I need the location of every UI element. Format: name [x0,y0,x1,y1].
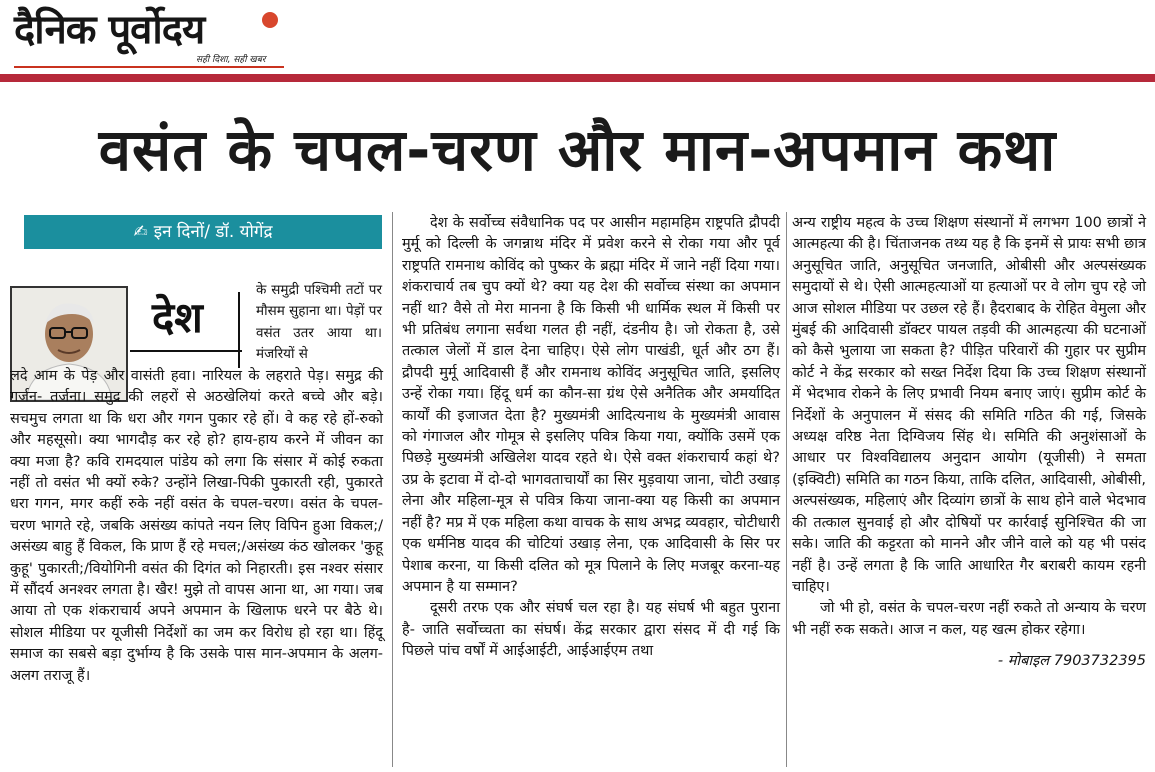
column-3-paragraph-1: अन्य राष्ट्रीय महत्व के उच्च शिक्षण संस्थानों में लगभग 100 छात्रों ने आत्महत्या की है। चिंताजनक तथ्य यह है कि इनमें से प्रायः सभी छात्र अनुसूचित जाति, अनुसूचित जनजाति, ओबीसी और अल्पसंख्यक समुदायों से थे। ऐसी आत्महत्याओं या हत्याओं पर वे लोग चुप रहे जो आज सोशल मीडिया पर उछल रहे हैं। हैदराबाद के रोहित वेमुला और मुंबई की आदिवासी डॉक्टर पायल तड़वी की आत्महत्या की घटनाओं को कैसे भुलाया जा सकता है? पीड़ित परिवारों की गुहार पर सुप्रीम कोर्ट ने केंद्र सरकार को सख्त निर्देश दिया कि उच्च शिक्षण संस्थानों में भेदभाव रोकने के लिए प्रभावी नियम बनाए जाएं। सुप्रीम कोर्ट के निर्देशों के अनुपालन में संसद की समिति गठित की गई, जिसके अध्यक्ष वरिष्ठ नेता दिग्विजय सिंह थे। समिति की अनुशंसाओं के आधार पर विश्वविद्यालय अनुदान आयोग (यूजीसी) ने समता (इक्विटी) समिति का गठन किया, ताकि दलित, आदिवासी, ओबीसी, अल्पसंख्यक, महिलाएं और दिव्यांग छात्रों के साथ होने वाले भेदभाव की तत्काल सुनवाई हो और दोषियों पर कार्रवाई सुनिश्चित की जा सके। जाति की कट्टरता को मानने और जीने वाले को यह भी पसंद नहीं है। उन्हें लगता है कि जाति आधारित गैर बराबरी कायम रहनी चाहिए। [792,215,1146,595]
intro-text-block [256,280,382,366]
column-divider-2 [786,212,787,767]
pen-icon: ✍ [133,222,148,242]
drop-rule-horizontal [130,350,242,352]
article-headline: वसंत के चपल-चरण और मान-अपमान कथा [98,116,1057,184]
column-divider-1 [392,212,393,767]
column-1-paragraph: लदे आम के पेड़ और वासंती हवा। नारियल के लहराते पेड़। समुद्र की गर्जन- तर्जना। समुद्र की लहरों से अठखेलियां करते बच्चे और बड़े। सचमुच लगता था कि धरा और गगन पुकार रहे हों। वे कह रहे हों-रुको और महसूसो। क्या भागदौड़ कर रहे हो? हाय-हाय करने में जीवन का क्या मजा है? कवि रामदयाल पांडेय को लगा कि संसार में कोई रुकता नहीं तो वसंत भी क्यों रुके? उन्होंने लिखा-पिकी पुकारती रही, पुकारते धरा गगन, मगर कहीं रुके नहीं वसंत के चपल-चरण। वसंत के चपल-चरण भागते रहे, जबकि असंख्य कांपते नयन लिए विपिन हुआ विकल;/असंख्य बाहु हैं विकल, कि प्राण हैं रहे मचल;/असंख्य कंठ खोलकर 'कुहू कुहू' पुकारती;/वियोगिनी वसंत की दिगंत को निहारती। इस नश्वर संसार में सौंदर्य अनश्वर लगता है। खैर! मुझे तो वापस आना था, आ गया। जब आया तो एक शंकराचार्य अपने अपमान के खिलाफ धरने पर बैठे थे। सोशल मीडिया पर यूजीसी निर्देशों का जम कर विरोध हो रहा था। हिंदू समाज का सबसे बड़ा दुर्भाग्य है कि उसके पास मान-अपमान के अलग-अलग तराजू हैं। [10,368,383,684]
intro-paragraph: के समुद्री पश्चिमी तटों पर मौसम सुहाना था। पेड़ों पर वसंत उतर आया था। मंजरियों से [256,282,382,363]
column-2-paragraph-1: देश के सर्वोच्च संवैधानिक पद पर आसीन महामहिम राष्ट्रपति द्रौपदी मुर्मू को दिल्ली के जगन्नाथ मंदिर में प्रवेश करने से रोका गया और पूर्व राष्ट्रपति रामनाथ कोविंद को पुष्कर के ब्रह्मा मंदिर में जाने नहीं दिया गया। शंकराचार्य तब चुप क्यों थे? क्या यह देश की सर्वोच्च संस्था का अपमान नहीं था? वैसे तो मेरा मानना है कि किसी भी धार्मिक स्थल में किसी पर भी प्रतिबंध लगाना सर्वथा गलत ही नहीं, दंडनीय है। जो रोकता है, उसे तत्काल जेलों में डाल देना चाहिए। ऐसे लोग पाखंडी, धूर्त और ठग हैं। द्रौपदी मुर्मू आदिवासी हैं और रामनाथ कोविंद अनुसूचित जाति, इसलिए उन्हें रोका गया। हिंदू धर्म का कौन-सा ग्रंथ ऐसे अनैतिक और अमर्यादित कार्यों की इजाजत देता है? मुख्यमंत्री आदित्यनाथ के मुख्यमंत्री आवास को गंगाजल और गोमूत्र से इसलिए पवित्र किया गया, क्योंकि उसमें एक पिछड़े मुख्यमंत्री अखिलेश यादव रहते थे। ऐसे वक्त शंकराचार्य कहां थे? उप्र के इटावा में दो-दो भागवताचार्यों का सिर मुड़वाया जाना, चोटी उखाड़ लेना और महिला-मूत्र से पवित्र किया जाना-क्या यह किसी का अपमान नहीं है? मप्र में एक महिला कथा वाचक के साथ अभद्र व्यवहार, चोटीधारी एक धर्मनिष्ठ यादव की चोटियां उखाड़ लेना, एक आदिवासी के सिर पर पेशाब करना, या किसी दलित को मूत्र पिलाने के लिए मजबूर करना-यह अपमान है या सम्मान? [402,215,780,595]
masthead-tagline: सही दिशा, सही खबर [196,55,266,65]
sun-dot-icon [262,12,278,28]
author-mobile: - मोबाइल 7903732395 [997,653,1146,670]
logo-underline [14,66,284,68]
masthead-logo: दैनिक पूर्वोदय [14,7,205,53]
header-red-band [0,74,1155,82]
column-2 [402,213,780,663]
drop-rule-vertical [238,292,240,368]
byline-text: इन दिनों/ डॉ. योगेंद्र [153,222,273,242]
drop-word: देश [152,293,203,342]
column-2-paragraph-2: दूसरी तरफ एक और संघर्ष चल रहा है। यह संघर्ष भी बहुत पुराना है- जाति सर्वोच्चता का संघर्ष। केंद्र सरकार द्वारा संसद में दी गई कि पिछले पांच वर्षों में आईआईटी, आईआईएम तथा [402,600,780,660]
byline-bar [24,215,382,249]
column-1 [10,366,383,687]
column-3-paragraph-2: जो भी हो, वसंत के चपल-चरण नहीं रुकते तो अन्याय के चरण भी नहीं रुक सकते। आज न कल, यह खत्म होकर रहेगा। [792,600,1146,638]
masthead [0,0,1155,84]
column-3 [792,213,1146,673]
